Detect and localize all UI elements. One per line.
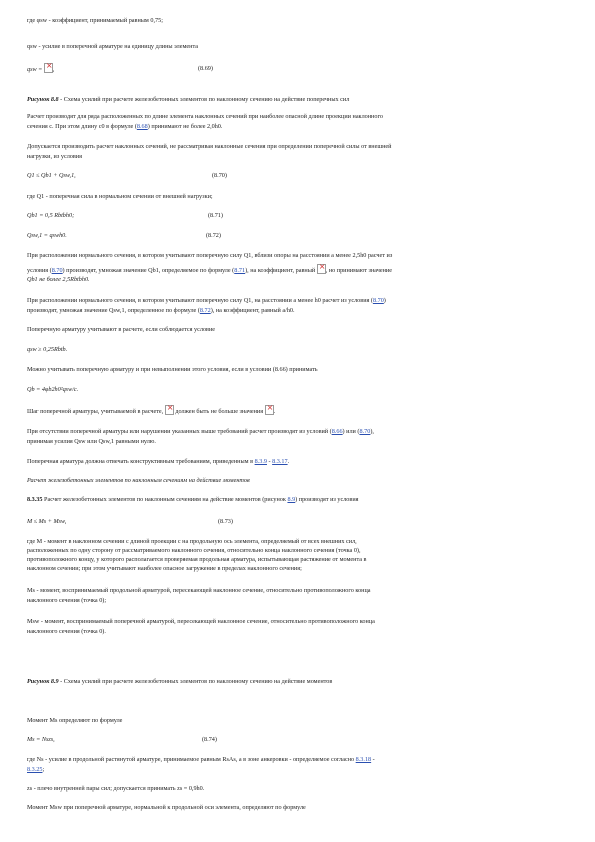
equation-number: (8.73) (218, 518, 233, 525)
text-line: Можно учитывать поперечную арматуру и при невыполнении этого условия, если в условии (8.66) принимать (27, 366, 318, 373)
text-line: условия (8.70) производят, умножая значение Qb1, определяемое по формуле (8.71), на коэффициент, равный × , но принимают значение (27, 264, 392, 275)
figure-caption (27, 95, 349, 104)
formula-link[interactable]: 8.70 (372, 297, 384, 304)
section-link[interactable]: 8.3.25 (27, 766, 43, 773)
equation: Qb = 4φb2h0²qsw/c. (27, 386, 79, 393)
text-line: 8.3.35 Расчет железобетонных элементов по наклонным сечениям на действие моментов (рисунок 8.9) производят из условия (27, 496, 359, 503)
section-link[interactable]: 8.3.9 (254, 458, 267, 465)
figure-caption-text: - Схема усилий при расчете железобетонных элементов по наклонному сечению на действие моментов (58, 678, 333, 685)
formula-link[interactable]: 8.70 (359, 428, 371, 435)
text-line: Ms - момент, воспринимаемый продольной арматурой, пересекающей наклонное сечение, относительно противоположного конца (27, 587, 371, 594)
text-line: Msw - момент, воспринимаемый поперечной арматурой, пересекающей наклонное сечение, относительно противоположного конца (27, 618, 375, 625)
formula-link[interactable]: 8.71 (234, 267, 246, 274)
figure-label: Рисунок 8.9 (27, 678, 59, 685)
text-line: Поперечная арматура должна отвечать конструктивным требованиям, приведенным в 8.3.9 - 8.3.17. (27, 458, 290, 465)
figure-label: Рисунок 8.8 (27, 96, 59, 103)
section-heading: Расчет железобетонных элементов по наклонным сечениям на действие моментов (27, 477, 250, 484)
equation-8-72: Qsw,1 = qswh0. (27, 232, 67, 239)
text-line: 8.3.25; (27, 766, 45, 773)
text-line: производят, умножая значение Qsw,1, определенное по формуле (8.72), на коэффициент, равный a/h0. (27, 307, 295, 314)
text-line: При расположении нормального сечения, в котором учитывают поперечную силу Q1, вблизи опоры на расстоянии а менее 2,5h0 расчет из (27, 252, 393, 259)
text-line: zs - плечо внутренней пары сил; допускается принимать zs = 0,9h0. (27, 785, 205, 792)
text-line: наклонного сечения (точка 0); (27, 597, 107, 604)
text-line: принимая усилия Qsw или Qsw,1 равными нулю. (27, 438, 156, 445)
figure-link[interactable]: 8.9 (287, 496, 296, 503)
figure-caption-text: - Схема усилий при расчете железобетонных элементов по наклонному сечению на действие поперечных сил (58, 96, 350, 103)
equation-8-69 (27, 63, 54, 73)
text-line: где Q1 - поперечная сила в нормальном сечении от внешней нагрузки; (27, 193, 213, 200)
equation: qsw ≥ 0,25Rbtb. (27, 346, 68, 353)
equation-8-70: Q1 ≤ Qb1 + Qsw,1, (27, 172, 76, 179)
broken-image-icon (44, 63, 53, 73)
text-line: где Ns - усилие в продольной растянутой арматуре, принимаемое равным RsAs, а в зоне анкеровки - определяемое согласно 8.3.18 - (27, 756, 375, 763)
text-line: Шаг поперечной арматуры, учитываемой в расчете, × должен быть не больше значения × . (27, 405, 275, 416)
section-link[interactable]: 8.3.17 (272, 458, 288, 465)
broken-image-icon (265, 405, 274, 415)
text-line: qsw - усилие в поперечной арматуре на единицу длины элемента (27, 43, 199, 50)
formula-link[interactable]: 8.72 (199, 307, 211, 314)
text-line: Расчет производят для ряда расположенных по длине элемента наклонных сечений при наиболее опасной длине проекции наклонного (27, 113, 383, 120)
text-line: Момент Msw при поперечной арматуре, нормальной к продольной оси элемента, определяют по формуле (27, 804, 306, 811)
equation-lhs: qsw = (27, 66, 43, 73)
text-line: При отсутствии поперечной арматуры или нарушении указанных выше требований расчет производят из условий (8.66) или (8.70), (27, 428, 374, 435)
broken-image-icon (165, 405, 174, 415)
text-line: наклонном сечении; при этом учитывают наиболее опасное загружение в пределах наклонного сечения; (27, 565, 302, 572)
figure-caption (27, 677, 332, 686)
section-link[interactable]: 8.3.18 (355, 756, 372, 763)
text-line: противоположного концу, у которого располагается проверяемая продольная арматура, испытывающая растяжение от момента в (27, 556, 367, 563)
equation-8-73: M ≤ Ms + Msw, (27, 518, 67, 525)
text-line: наклонного сечения (точка 0). (27, 628, 106, 635)
equation-number: (8.74) (202, 736, 217, 743)
text-line: нагрузки, из условия (27, 153, 82, 160)
equation-tail: , (52, 66, 55, 73)
text-line: При расположении нормального сечения, в котором учитывают поперечную силу Q1, на расстоянии а менее h0 расчет из условия (8.70) (27, 297, 386, 304)
equation-8-71: Qb1 = 0,5 Rbtbh0; (27, 212, 75, 219)
formula-link[interactable]: 8.68 (136, 123, 148, 130)
text-line: расположенных по одну сторону от рассматриваемого наклонного сечения, относительно конца наклонного сечения (точка 0), (27, 547, 361, 554)
broken-image-icon (317, 264, 326, 274)
clause-number: 8.3.35 (27, 496, 43, 503)
text-line: Поперечную арматуру учитывают в расчете, если соблюдается условие (27, 326, 216, 333)
equation-number: (8.69) (198, 65, 213, 72)
text-line: Момент Ms определяют по формуле (27, 717, 123, 724)
equation-number: (8.70) (212, 172, 227, 179)
text-line: Qb1 не более 2,5Rbtbh0. (27, 276, 90, 283)
formula-link[interactable]: 8.70 (51, 267, 63, 274)
text-line: сечения с. При этом длину с0 в формуле (8.68) принимают не более 2,0h0. (27, 123, 223, 130)
equation-number: (8.72) (206, 232, 221, 239)
text-line: где M - момент в наклонном сечении с длиной проекции с на продольную ось элемента, определяемый от всех внешних сил, (27, 538, 357, 545)
formula-link[interactable]: 8.66 (331, 428, 343, 435)
text-line: где φsw - коэффициент, принимаемый равным 0,75; (27, 17, 163, 24)
equation-8-74: Ms = Nszs, (27, 736, 55, 743)
text-line: Допускается производить расчет наклонных сечений, не рассматривая наклонные сечения при определении поперечной силы от внешней (27, 143, 392, 150)
equation-number: (8.71) (208, 212, 223, 219)
